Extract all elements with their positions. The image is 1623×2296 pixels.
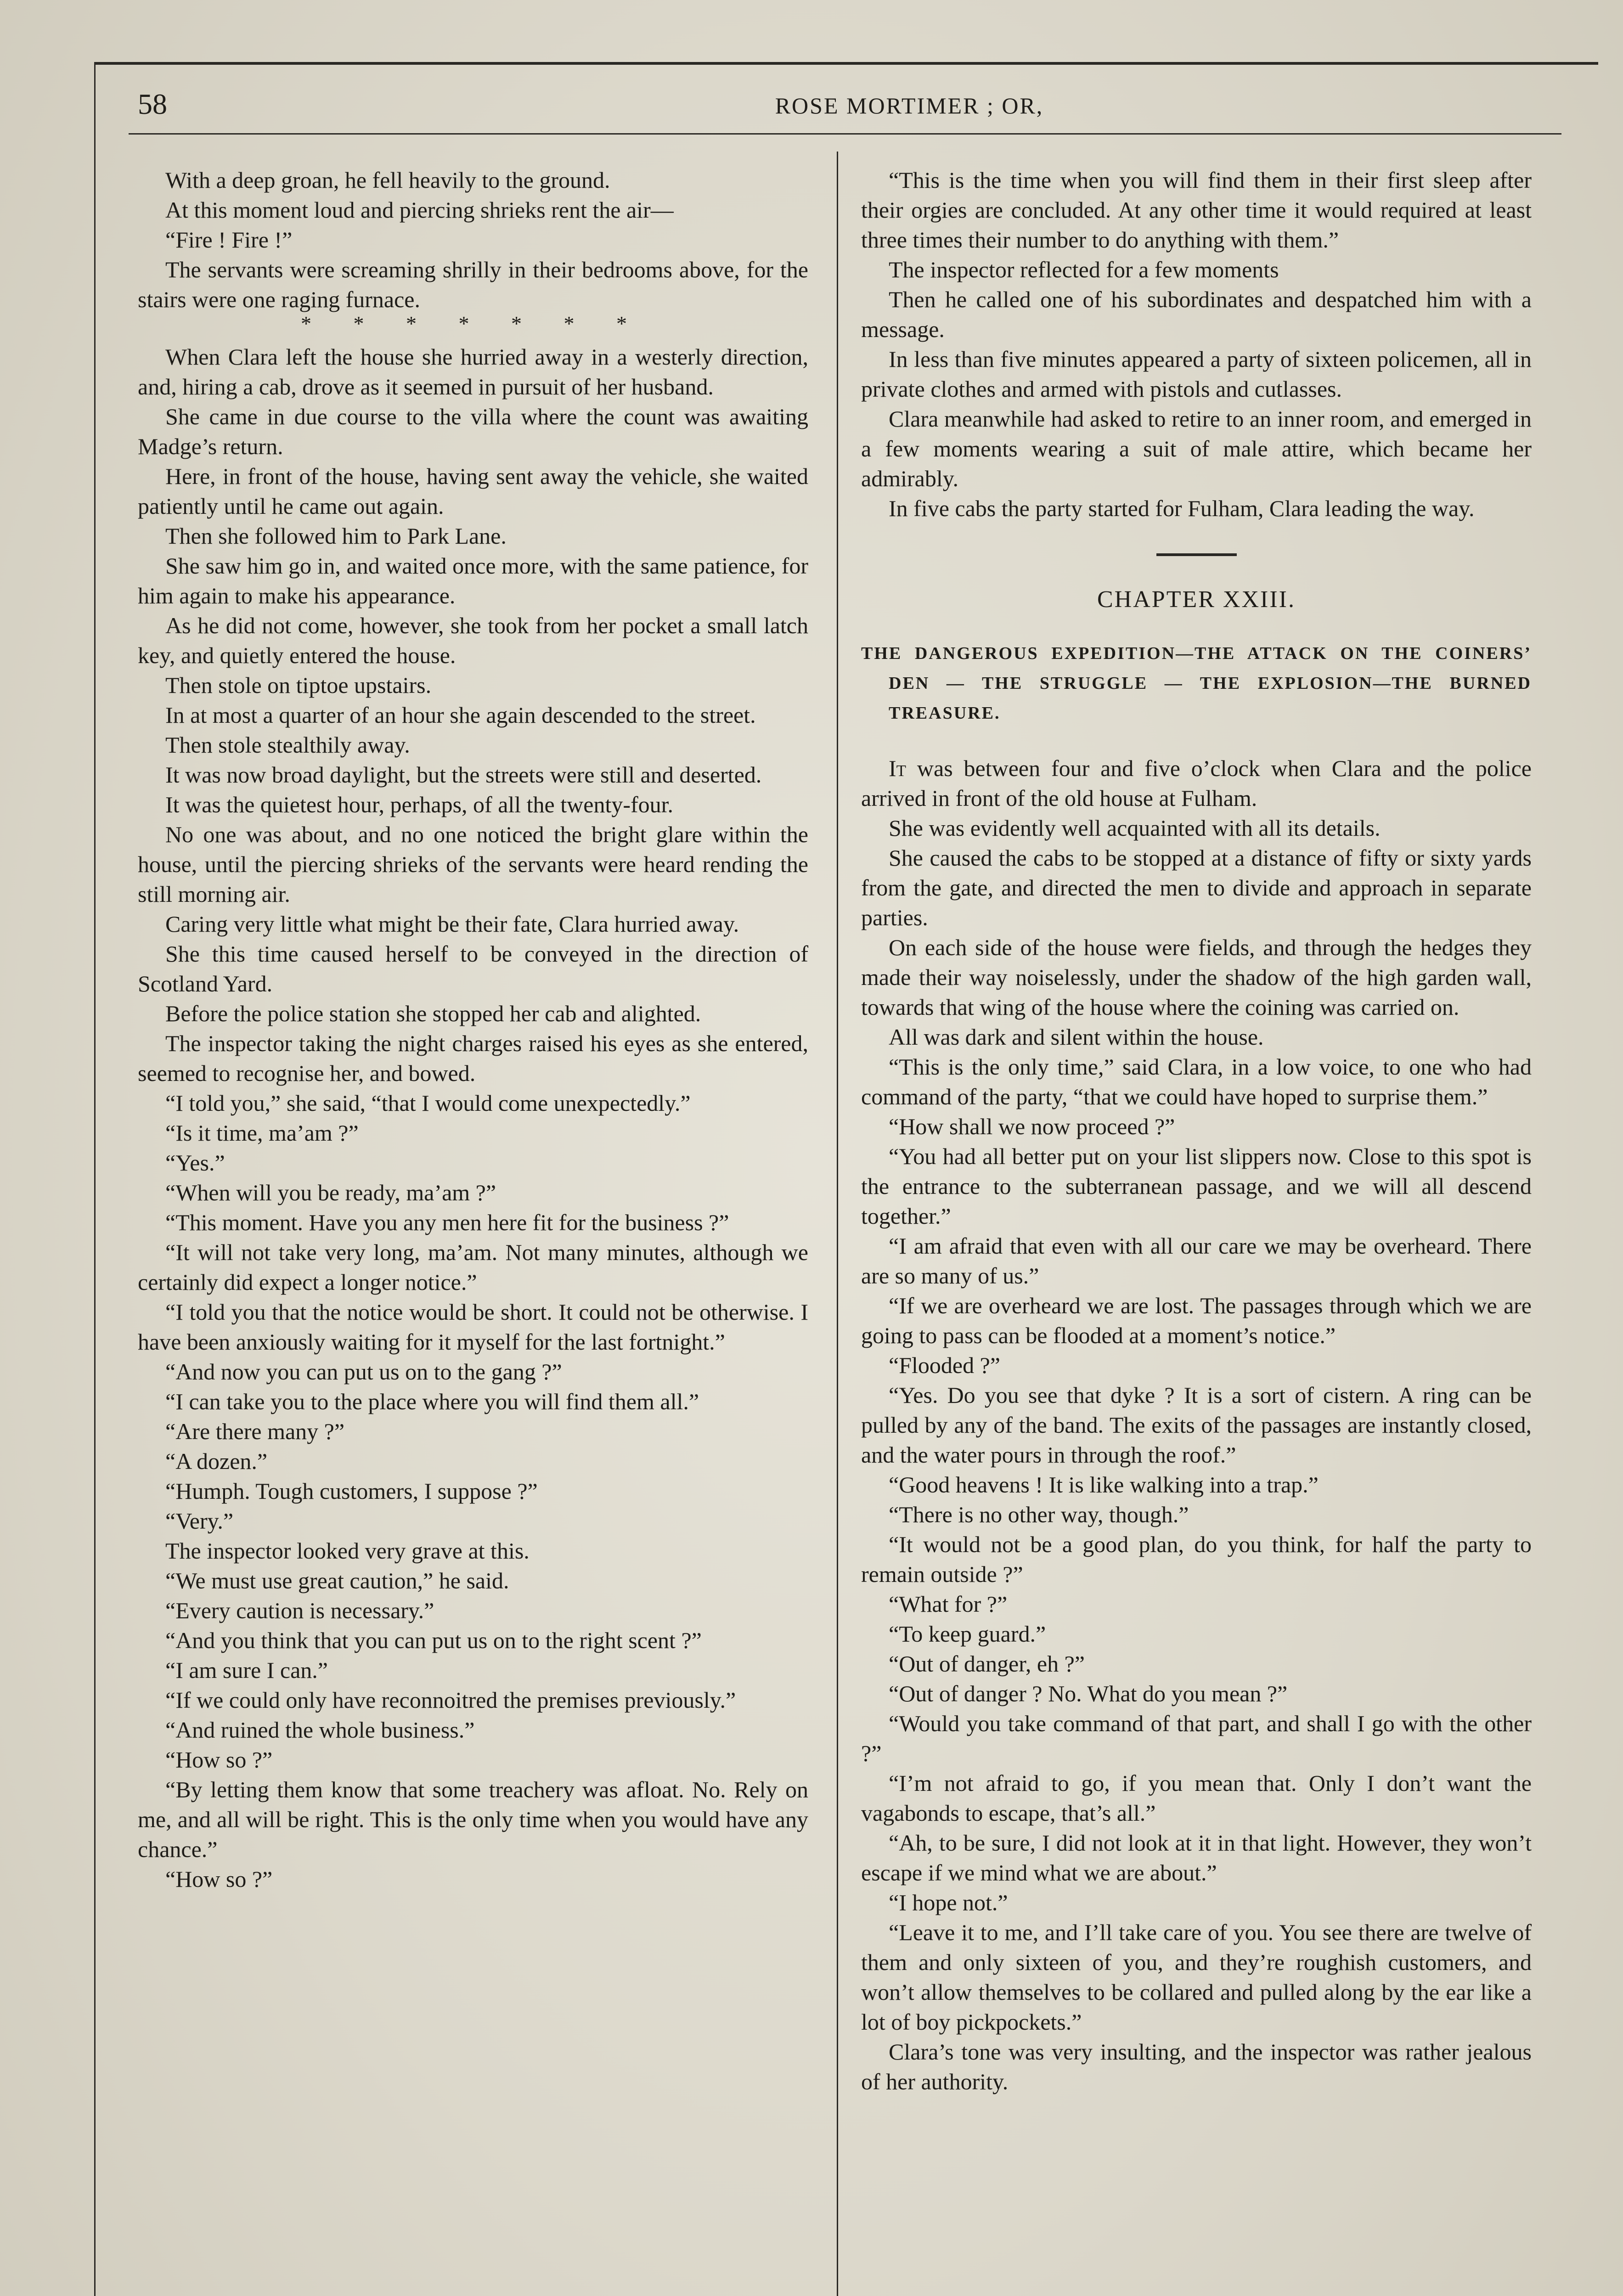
paragraph: “There is no other way, though.” xyxy=(889,1502,1189,1527)
first-paragraph-text: was between four and five o’clock when Clara and the police arrived in front of the old house at Fulham. xyxy=(861,755,1532,811)
paragraph: “A dozen.” xyxy=(165,1448,268,1474)
paragraph: “Yes.” xyxy=(165,1150,225,1176)
paragraph: “Very.” xyxy=(165,1508,234,1534)
paragraph: “It would not be a good plan, do you think, for half the party to remain outside ?” xyxy=(861,1531,1532,1587)
paragraph: Clara’s tone was very insulting, and the inspector was rather jealous of her authority. xyxy=(861,2039,1532,2094)
paragraph: “Leave it to me, and I’ll take care of you. You see there are twelve of them and only sixteen of you, and they’re roughish customers, and won’t allow themselves to be collared and pulled along by the ear like a lot of boy pickpockets.” xyxy=(861,1919,1532,2035)
paragraph: At this moment loud and piercing shrieks rent the air— xyxy=(165,197,674,223)
paragraph: “I can take you to the place where you will find them all.” xyxy=(165,1389,699,1414)
column-divider xyxy=(837,152,838,2296)
paragraph: Then she followed him to Park Lane. xyxy=(165,523,507,549)
paragraph: “I told you that the notice would be short. It could not be otherwise. I have been anxiously waiting for it myself for the last fortnight.” xyxy=(138,1299,808,1355)
paragraph: “Out of danger ? No. What do you mean ?” xyxy=(889,1681,1288,1706)
paragraph: “It will not take very long, ma’am. Not many minutes, although we certainly did expect a longer notice.” xyxy=(138,1239,808,1295)
paragraph: It was the quietest hour, perhaps, of all the twenty-four. xyxy=(165,792,674,817)
paragraph: The servants were screaming shrilly in their bedrooms above, for the stairs were one raging furnace. xyxy=(138,257,808,312)
paragraph: Before the police station she stopped her cab and alighted. xyxy=(165,1001,701,1026)
paragraph: No one was about, and no one noticed the bright glare within the house, until the piercing shrieks of the servants were heard rending the still morning air. xyxy=(138,822,808,907)
paragraph: “If we could only have reconnoitred the premises previously.” xyxy=(165,1687,736,1713)
paragraph: “How shall we now proceed ?” xyxy=(889,1114,1175,1139)
paragraph: Here, in front of the house, having sent away the vehicle, she waited patiently until he came out again. xyxy=(138,463,808,519)
paragraph: “This moment. Have you any men here fit for the business ?” xyxy=(165,1210,729,1235)
paragraph: Clara meanwhile had asked to retire to an inner room, and emerged in a few moments wearing a suit of male attire, which became her admirably. xyxy=(861,406,1532,491)
paragraph: “And ruined the whole business.” xyxy=(165,1717,475,1743)
paragraph: In at most a quarter of an hour she again descended to the street. xyxy=(165,702,756,728)
paragraph: “Are there many ?” xyxy=(165,1418,345,1444)
paragraph: She came in due course to the villa where the count was awaiting Madge’s return. xyxy=(138,404,808,459)
right-paragraphs-before-chapter xyxy=(861,165,1532,523)
paragraph: “What for ?” xyxy=(889,1591,1008,1617)
paragraph: “Yes. Do you see that dyke ? It is a sort of cistern. A ring can be pulled by any of the band. The exits of the passages are instantly closed, and the water pours in through the roof.” xyxy=(861,1382,1532,1468)
paragraph: “Humph. Tough customers, I suppose ?” xyxy=(165,1478,538,1504)
paragraph: “To keep guard.” xyxy=(889,1621,1046,1647)
paragraph: “By letting them know that some treachery was afloat. No. Rely on me, and all will be right. This is the only time when you would have any chance.” xyxy=(138,1777,808,1862)
paragraph: “You had all better put on your list slippers now. Close to this spot is the entrance to the subterranean passage, and we will all descend together.” xyxy=(861,1143,1532,1229)
section-break: * * * * * * * xyxy=(301,312,645,335)
paragraph: She was evidently well acquainted with all its details. xyxy=(889,815,1381,841)
paragraph: “Fire ! Fire !” xyxy=(165,227,293,253)
paragraph: “Flooded ?” xyxy=(889,1352,1000,1378)
paragraph: “I am afraid that even with all our care we may be overheard. There are so many of us.” xyxy=(861,1233,1532,1289)
paragraph: The inspector taking the night charges raised his eyes as she entered, seemed to recognise her, and bowed. xyxy=(138,1030,808,1086)
paragraph: With a deep groan, he fell heavily to the ground. xyxy=(165,167,610,193)
paragraph: “This is the time when you will find them in their first sleep after their orgies are concluded. At any other time it would required at least three times their number to do anything with them.” xyxy=(861,167,1532,253)
paragraph: “I’m not afraid to go, if you mean that. Only I don’t want the vagabonds to escape, that’s all.” xyxy=(861,1770,1532,1826)
paragraph: When Clara left the house she hurried away in a westerly direction, and, hiring a cab, drove as it seemed in pursuit of her husband. xyxy=(138,344,808,400)
paragraph: It was now broad daylight, but the streets were still and deserted. xyxy=(165,762,762,788)
paragraph: “And you think that you can put us on to the right scent ?” xyxy=(165,1627,702,1653)
paragraph: Then he called one of his subordinates and despatched him with a message. xyxy=(861,287,1532,342)
paragraph: Then stole on tiptoe upstairs. xyxy=(165,672,432,698)
paragraph: “This is the only time,” said Clara, in a low voice, to one who had command of the party, “that we could have hoped to surprise them.” xyxy=(861,1054,1532,1109)
paragraph: As he did not come, however, she took from her pocket a small latch key, and quietly entered the house. xyxy=(138,613,808,668)
paragraph: Then stole stealthily away. xyxy=(165,732,410,758)
paragraph: All was dark and silent within the house. xyxy=(889,1024,1264,1050)
paragraph: “And now you can put us on to the gang ?” xyxy=(165,1359,562,1384)
chapter-summary: THE DANGEROUS EXPEDITION—THE ATTACK ON THE COINERS’ DEN — THE STRUGGLE — THE EXPLOSION—THE BURNED TREASURE. xyxy=(861,644,1532,723)
paragraph: “I hope not.” xyxy=(889,1890,1008,1915)
right-column xyxy=(861,165,1532,2097)
paragraph: She this time caused herself to be conveyed in the direction of Scotland Yard. xyxy=(138,941,808,996)
paragraph: “Out of danger, eh ?” xyxy=(889,1651,1085,1677)
paragraph: The inspector reflected for a few moments xyxy=(889,257,1279,282)
paragraph: In five cabs the party started for Fulham, Clara leading the way. xyxy=(889,495,1475,521)
left-paragraphs-after-break xyxy=(138,342,808,1894)
right-paragraphs-after-chapter xyxy=(861,813,1532,2097)
left-column xyxy=(138,165,808,1894)
paragraph: “If we are overheard we are lost. The passages through which we are going to pass can be flooded at a moment’s notice.” xyxy=(861,1293,1532,1348)
paragraph: “I am sure I can.” xyxy=(165,1657,328,1683)
drop-first-word: It xyxy=(889,755,907,781)
paragraph: Caring very little what might be their fate, Clara hurried away. xyxy=(165,911,739,937)
chapter-heading: CHAPTER XXIII. xyxy=(1097,586,1296,613)
paragraph: “Would you take command of that part, and shall I go with the other ?” xyxy=(861,1711,1532,1766)
page-number: 58 xyxy=(138,88,167,120)
paragraph: “I told you,” she said, “that I would come unexpectedly.” xyxy=(165,1090,691,1116)
paragraph: “Ah, to be sure, I did not look at it in that light. However, they won’t escape if we mind what we are about.” xyxy=(861,1830,1532,1885)
paragraph: “Is it time, ma’am ?” xyxy=(165,1120,359,1146)
paragraph: “When will you be ready, ma’am ?” xyxy=(165,1180,496,1205)
paragraph: She saw him go in, and waited once more, with the same patience, for him again to make his appearance. xyxy=(138,553,808,608)
left-paragraphs-before-break xyxy=(138,165,808,315)
paragraph: She caused the cabs to be stopped at a distance of fifty or sixty yards from the gate, and directed the men to divide and approach in separate parties. xyxy=(861,845,1532,930)
paragraph: “We must use great caution,” he said. xyxy=(165,1568,509,1593)
paragraph: “Every caution is necessary.” xyxy=(165,1598,434,1623)
paragraph: In less than five minutes appeared a party of sixteen policemen, all in private clothes and armed with pistols and cutlasses. xyxy=(861,346,1532,402)
paragraph: “How so ?” xyxy=(165,1747,273,1773)
paragraph: On each side of the house were fields, and through the hedges they made their way noiselessly, under the shadow of the high garden wall, towards that wing of the house where the coining was carried on. xyxy=(861,934,1532,1020)
chapter-first-paragraph xyxy=(861,754,1532,813)
paragraph: “Good heavens ! It is like walking into a trap.” xyxy=(889,1472,1319,1497)
header-rule xyxy=(129,133,1561,135)
paragraph: The inspector looked very grave at this. xyxy=(165,1538,530,1564)
running-title: ROSE MORTIMER ; OR, xyxy=(775,93,1044,118)
chapter-divider-rule xyxy=(1156,553,1237,556)
paragraph: “How so ?” xyxy=(165,1866,273,1892)
